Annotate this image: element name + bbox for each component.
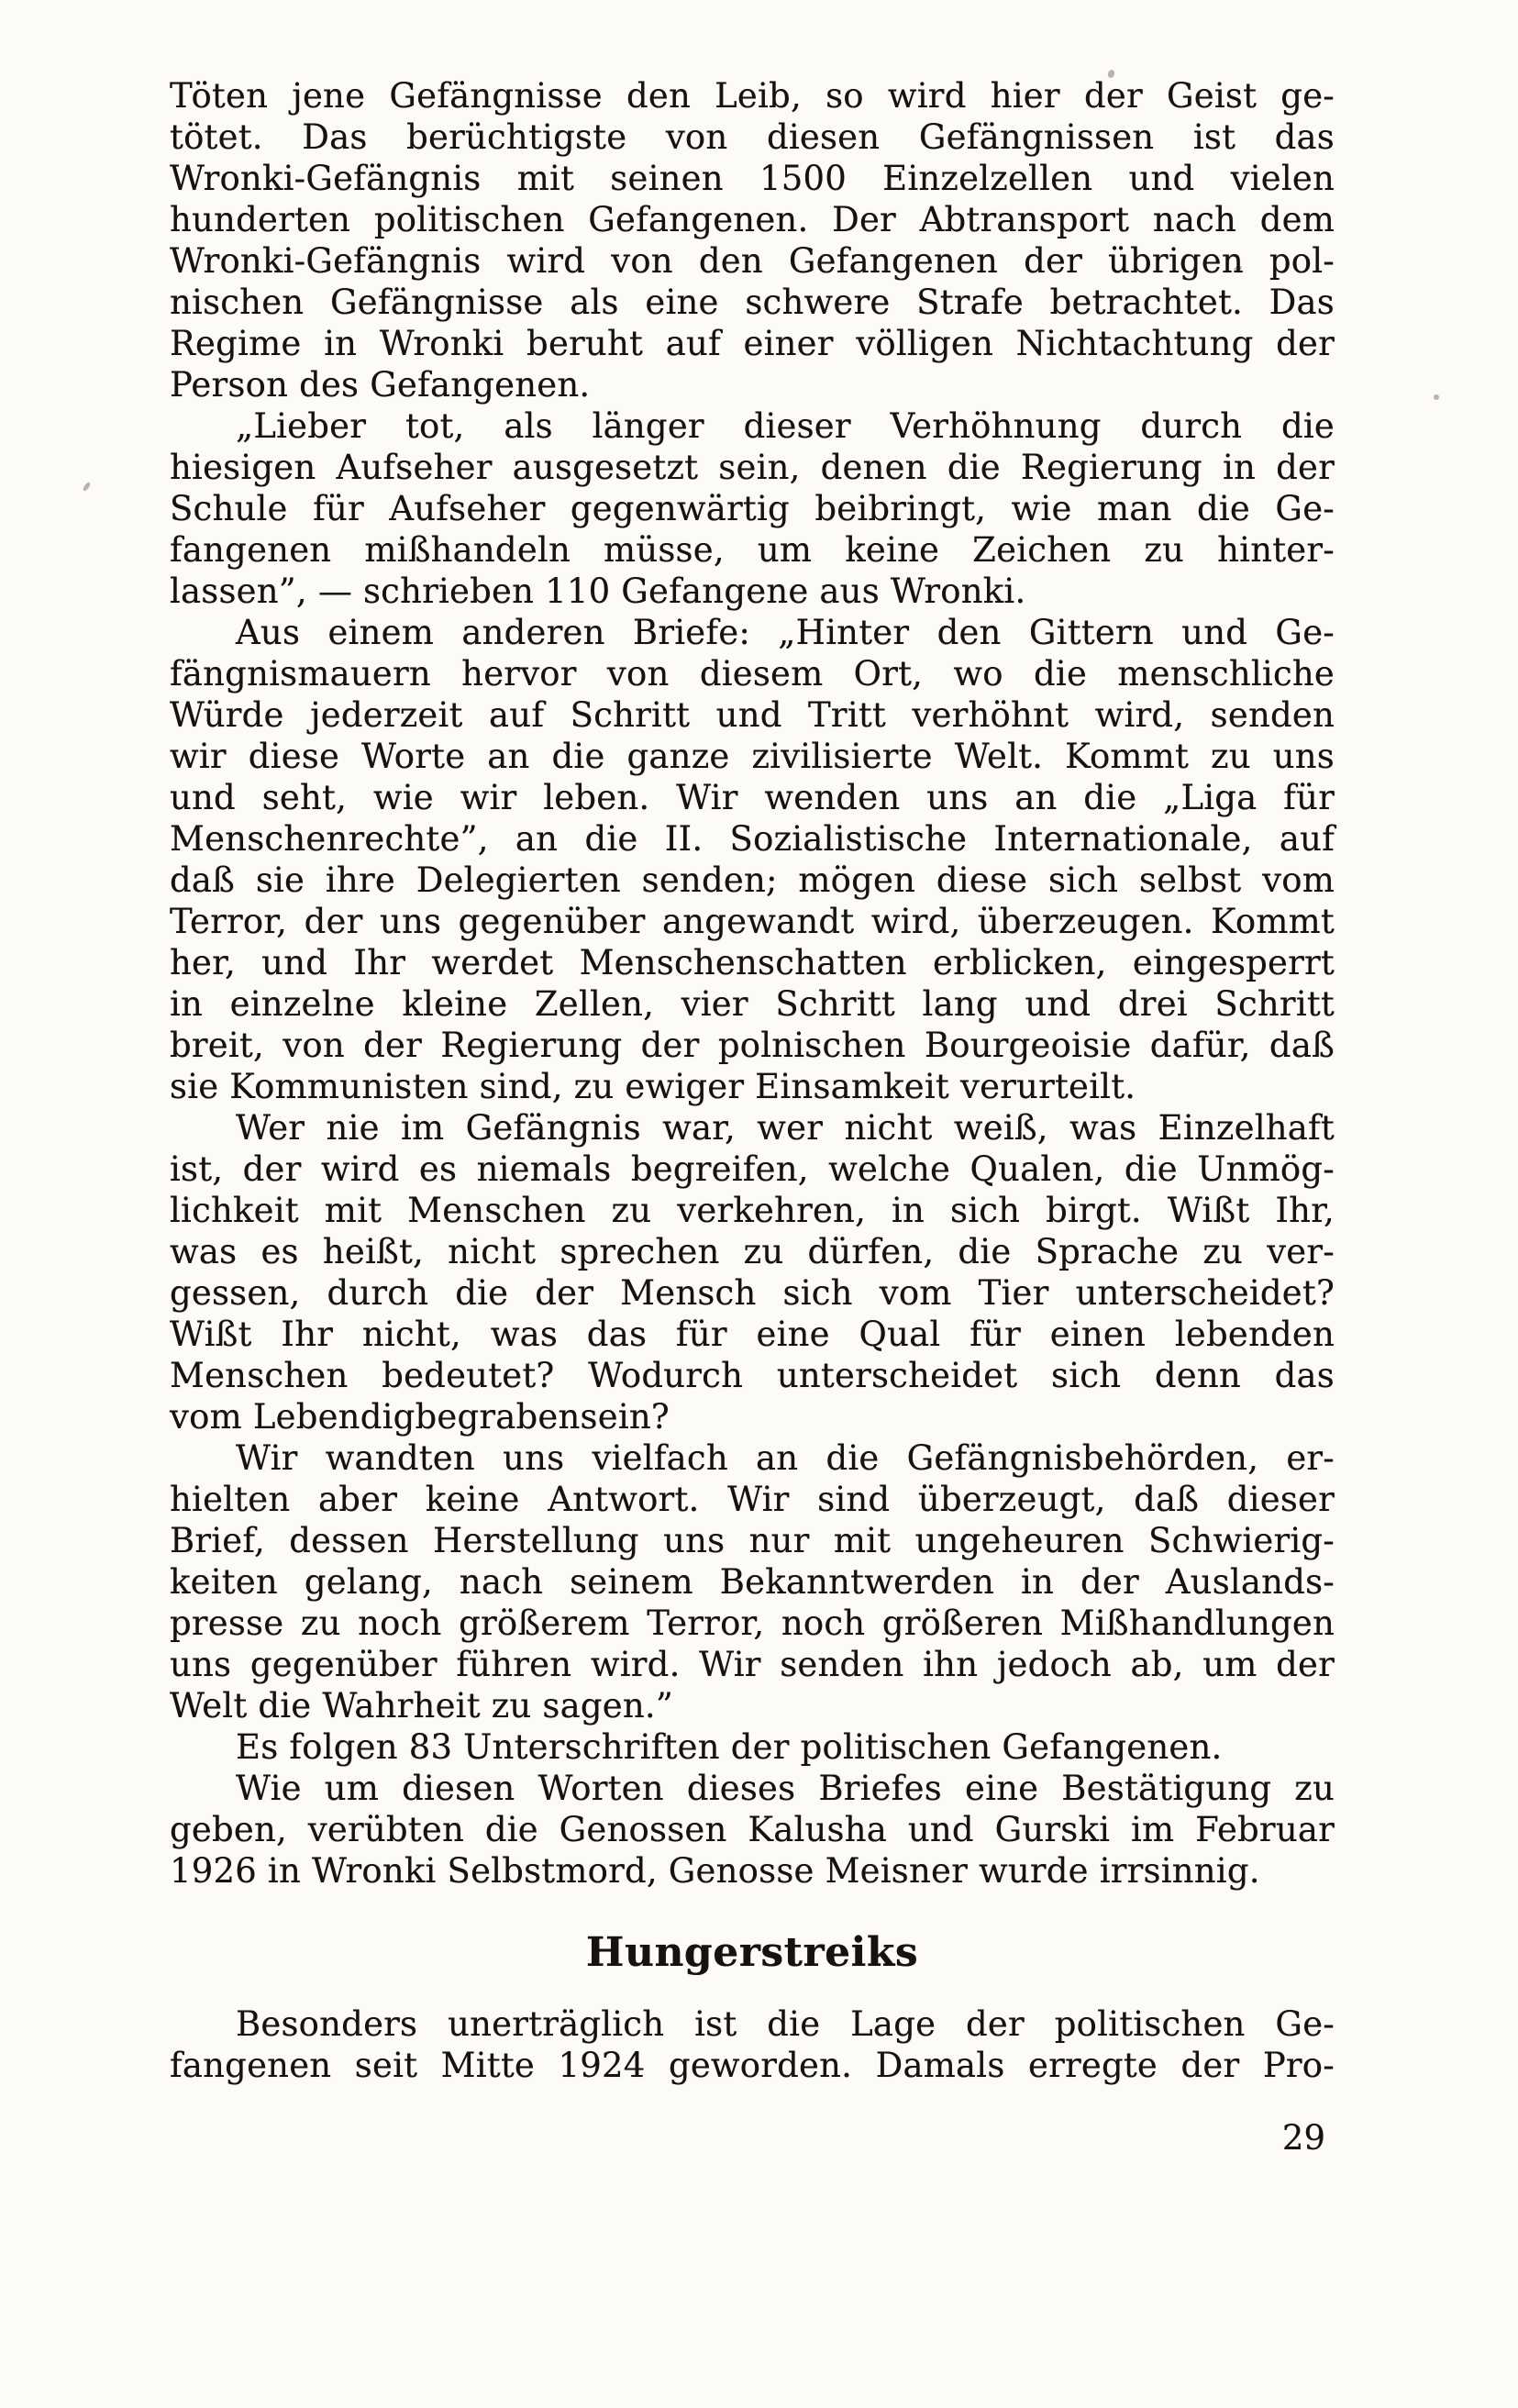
text-line: „Lieber tot, als länger dieser Verhöhnung durch die [236, 406, 1335, 446]
text-line: lichkeit mit Menschen zu verkehren, in sich birgt. Wißt Ihr, [170, 1191, 1335, 1230]
body-text-upper [170, 75, 1335, 1892]
paragraph [170, 1437, 1335, 1726]
text-line: ist, der wird es niemals begreifen, welche Qualen, die Unmög- [170, 1149, 1335, 1189]
text-line: Person des Gefangenen. [170, 365, 591, 405]
text-line: Menschen bedeutet? Wodurch unterscheidet sich denn das [170, 1356, 1335, 1395]
paragraph [170, 2003, 1335, 2086]
text-line: daß sie ihre Delegierten senden; mögen diese sich selbst vom [170, 860, 1335, 900]
text-line: keiten gelang, nach seinem Bekanntwerden in der Auslands- [170, 1562, 1335, 1602]
text-line: fangenen seit Mitte 1924 geworden. Damals erregte der Pro- [170, 2046, 1335, 2085]
text-line: Töten jene Gefängnisse den Leib, so wird hier der Geist ge- [170, 76, 1335, 116]
section-heading: Hungerstreiks [585, 1929, 919, 1976]
text-line: was es heißt, nicht sprechen zu dürfen, die Sprache zu ver- [170, 1232, 1335, 1271]
paragraph [170, 1768, 1335, 1892]
text-line: Regime in Wronki beruht auf einer völligen Nichtachtung der [170, 324, 1335, 363]
text-line: und seht, wie wir leben. Wir wenden uns an die „Liga für [170, 778, 1335, 817]
text-line: Aus einem anderen Briefe: „Hinter den Gittern und Ge- [236, 613, 1335, 652]
paragraph [170, 405, 1335, 612]
paragraph [170, 75, 1335, 405]
text-line: presse zu noch größerem Terror, noch größeren Mißhandlungen [170, 1603, 1335, 1643]
text-line: Brief, dessen Herstellung uns nur mit ungeheuren Schwierig- [170, 1521, 1335, 1560]
text-line: Wie um diesen Worten dieses Briefes eine Bestätigung zu [236, 1769, 1335, 1808]
text-line: gessen, durch die der Mensch sich vom Tier unterscheidet? [170, 1273, 1335, 1313]
text-line: sie Kommunisten sind, zu ewiger Einsamkeit verurteilt. [170, 1067, 1136, 1106]
text-line: fangenen mißhandeln müsse, um keine Zeichen zu hinter- [170, 530, 1335, 570]
text-line: Menschenrechte”, an die II. Sozialistische Internationale, auf [170, 819, 1335, 859]
text-line: Welt die Wahrheit zu sagen.” [170, 1686, 673, 1726]
text-line: hunderten politischen Gefangenen. Der Abtransport nach dem [170, 200, 1335, 239]
text-line: Wißt Ihr nicht, was das für eine Qual für einen lebenden [170, 1315, 1335, 1354]
scan-speck [1434, 394, 1439, 400]
paragraph [170, 612, 1335, 1107]
text-line: in einzelne kleine Zellen, vier Schritt lang und drei Schritt [170, 984, 1335, 1024]
text-block [170, 75, 1335, 2158]
paragraph [170, 1726, 1335, 1768]
text-line: 1926 in Wronki Selbstmord, Genosse Meisner wurde irrsinnig. [170, 1851, 1260, 1891]
text-line: wir diese Worte an die ganze zivilisierte Welt. Kommt zu uns [170, 737, 1335, 776]
text-line: fängnismauern hervor von diesem Ort, wo die menschliche [170, 654, 1335, 694]
text-line: Wir wandten uns vielfach an die Gefängnisbehörden, er- [236, 1438, 1335, 1478]
text-line: vom Lebendigbegrabensein? [170, 1397, 670, 1437]
text-line: Würde jederzeit auf Schritt und Tritt verhöhnt wird, senden [170, 695, 1335, 735]
text-line: nischen Gefängnisse als eine schwere Strafe betrachtet. Das [170, 283, 1335, 322]
text-line: uns gegenüber führen wird. Wir senden ihn jedoch ab, um der [170, 1645, 1335, 1684]
text-line: geben, verübten die Genossen Kalusha und Gurski im Februar [170, 1810, 1335, 1849]
text-line: breit, von der Regierung der polnischen Bourgeoisie dafür, daß [170, 1026, 1335, 1065]
paragraph [170, 1107, 1335, 1437]
text-line: Besonders unerträglich ist die Lage der politischen Ge- [236, 2004, 1335, 2044]
text-line: tötet. Das berüchtigste von diesen Gefängnissen ist das [170, 117, 1335, 157]
body-text-lower [170, 2003, 1335, 2086]
text-line: Terror, der uns gegenüber angewandt wird, überzeugen. Kommt [170, 902, 1335, 941]
text-line: Wronki-Gefängnis wird von den Gefangenen der übrigen pol- [170, 241, 1335, 281]
text-line: Wer nie im Gefängnis war, wer nicht weiß, was Einzelhaft [236, 1108, 1335, 1148]
scan-speck [82, 482, 91, 493]
page-number: 29 [1281, 2118, 1325, 2158]
text-line: Es folgen 83 Unterschriften der politischen Gefangenen. [236, 1727, 1223, 1767]
text-line: Wronki-Gefängnis mit seinen 1500 Einzelzellen und vielen [170, 159, 1335, 198]
text-line: hielten aber keine Antwort. Wir sind überzeugt, daß dieser [170, 1480, 1335, 1519]
text-line: her, und Ihr werdet Menschenschatten erblicken, eingesperrt [170, 943, 1335, 982]
text-line: lassen”, — schrieben 110 Gefangene aus Wronki. [170, 571, 1026, 611]
text-line: Schule für Aufseher gegenwärtig beibringt, wie man die Ge- [170, 489, 1335, 528]
text-line: hiesigen Aufseher ausgesetzt sein, denen die Regierung in der [170, 448, 1335, 487]
